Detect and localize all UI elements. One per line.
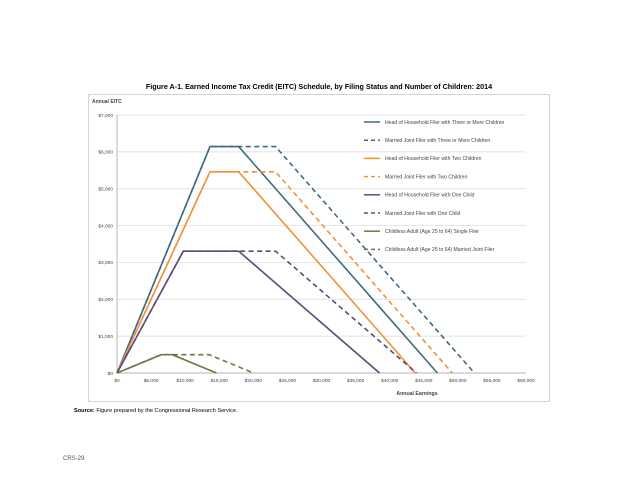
eitc-line-chart [89, 95, 549, 401]
y-axis-label: Annual EITC [92, 99, 122, 105]
x-tick-label: $5,000 [143, 379, 159, 384]
series-lines [117, 147, 474, 373]
page-number: CRS-29 [63, 456, 85, 462]
series-line-3 [117, 172, 415, 373]
y-tick-label: $2,000 [98, 298, 113, 304]
grid-lines [117, 115, 526, 373]
figure-title: Figure A-1. Earned Income Tax Credit (EITC) Schedule, by Filing Status and Number of Children: 2014 [145, 82, 493, 91]
x-tick-label: $10,000 [176, 379, 194, 384]
source-note [74, 408, 238, 414]
legend-label: Childless Adult (Age 25 to 64) Single Filer [385, 229, 480, 235]
legend [364, 120, 505, 253]
legend-label: Married Joint Filer with One Child [385, 210, 461, 217]
legend-label: Head of Household Filer with Two Children [385, 156, 482, 163]
source-text: Figure prepared by the Congressional Research Service. [96, 408, 238, 414]
legend-label: Married Joint Filer with Three or More Children [385, 138, 491, 144]
y-tick-label: $0 [107, 371, 113, 377]
axes [117, 115, 526, 373]
x-tick-label: $35,000 [346, 379, 365, 384]
x-tick-label: $30,000 [312, 379, 331, 384]
x-tick-label: $25,000 [278, 379, 297, 384]
series-line-7 [117, 355, 217, 373]
legend-label: Head of Household Filer with Three or More Children [385, 119, 505, 126]
series-line-5 [117, 251, 380, 373]
x-tick-label: $40,000 [380, 379, 399, 384]
x-tick-label: $60,000 [517, 379, 535, 384]
y-tick-label: $5,000 [98, 187, 113, 193]
y-tick-label: $3,000 [98, 261, 113, 267]
series-line-2 [117, 147, 474, 373]
series-line-4 [117, 172, 452, 373]
y-tick-label: $6,000 [98, 150, 113, 156]
y-tick-label: $4,000 [98, 224, 113, 230]
y-tick-label: $1,000 [98, 334, 113, 340]
x-tick-label: $55,000 [483, 379, 501, 384]
chart-frame [88, 94, 550, 402]
x-axis-label: Annual Earnings [396, 391, 438, 397]
legend-label: Childless Adult (Age 25 to 64) Married Joint Filer [385, 247, 495, 254]
x-tick-label: $15,000 [210, 379, 228, 384]
y-tick-label: $7,000 [98, 113, 113, 119]
x-tick-label: $50,000 [449, 379, 467, 384]
legend-label: Head of Household Filer with One Child [385, 192, 475, 199]
x-tick-label: $0 [114, 379, 120, 384]
legend-label: Married Joint Filer with Two Children [385, 174, 468, 181]
source-label: Source: [74, 408, 95, 414]
x-tick-label: $45,000 [415, 379, 433, 384]
series-line-1 [117, 147, 437, 373]
y-tick-labels [98, 113, 113, 377]
x-tick-labels [114, 378, 535, 384]
x-tick-label: $20,000 [244, 379, 263, 384]
